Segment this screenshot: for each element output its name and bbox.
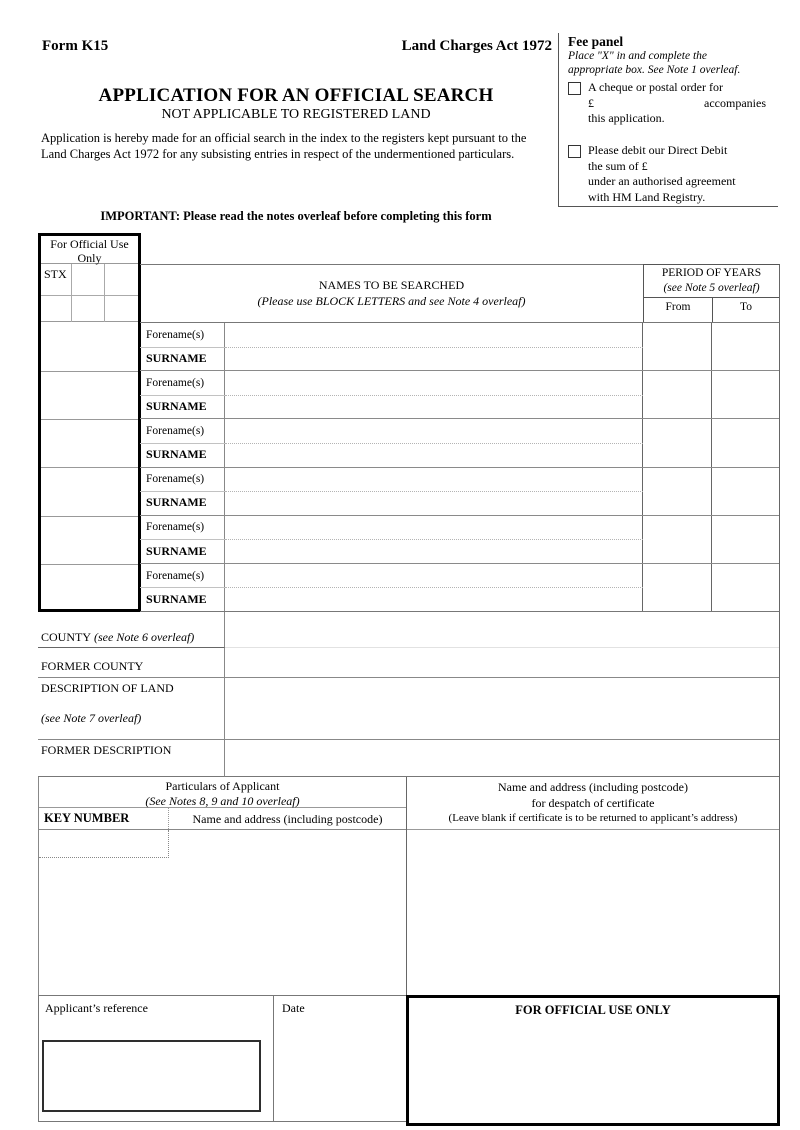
surname-label: SURNAME (146, 543, 207, 558)
stx-label: STX (41, 264, 72, 296)
despatch-address-input[interactable] (407, 830, 779, 994)
names-rows (140, 322, 780, 612)
fee-panel (558, 33, 778, 207)
divider (140, 491, 225, 492)
divider (140, 539, 225, 540)
surname-input[interactable] (225, 491, 642, 515)
to-column-header: To (740, 301, 752, 313)
forename-label: Forename(s) (146, 376, 205, 389)
act-title: Land Charges Act 1972 (401, 38, 552, 54)
land-section (38, 612, 780, 777)
for-official-use-only-box (406, 995, 780, 1126)
from-column-header: From (644, 298, 713, 322)
forename-input[interactable] (225, 564, 642, 588)
divider (140, 395, 225, 396)
period-note: (see Note 5 overleaf) (663, 281, 760, 294)
official-use-title: For Official Use Only (41, 236, 138, 264)
name-entry-row (140, 419, 779, 467)
date-cell (273, 995, 406, 1122)
period-from-input[interactable] (643, 564, 712, 611)
names-table-header (140, 264, 643, 322)
period-from-input[interactable] (643, 371, 712, 418)
applicant-name-address-input[interactable] (170, 831, 406, 995)
period-title: PERIOD OF YEARS (661, 267, 762, 279)
official-use-box (38, 233, 141, 612)
county-note: (see Note 6 overleaf) (94, 630, 195, 644)
key-number-input[interactable] (39, 830, 169, 858)
names-header-note: (Please use BLOCK LETTERS and see Note 4 overleaf) (257, 293, 526, 308)
former-county-input[interactable] (225, 648, 779, 678)
for-official-use-only-title: FOR OFFICIAL USE ONLY (515, 1003, 671, 1017)
forename-input[interactable] (225, 323, 642, 347)
description-note: (see Note 7 overleaf) (41, 711, 142, 725)
cheque-amount-line (588, 96, 766, 112)
cheque-option-line3: this application. (588, 111, 665, 126)
county-label: COUNTY (see Note 6 overleaf) (38, 612, 225, 648)
name-entry-row (140, 371, 779, 419)
former-description-input[interactable] (225, 740, 779, 777)
surname-input[interactable] (225, 395, 642, 419)
despatch-line2: for despatch of certificate (531, 795, 655, 810)
name-entry-row (140, 516, 779, 564)
surname-input[interactable] (225, 587, 642, 611)
divider (140, 587, 225, 588)
despatch-line1: Name and address (including postcode) (498, 780, 688, 794)
county-input[interactable] (225, 612, 779, 648)
surname-label: SURNAME (146, 591, 207, 606)
period-from-input[interactable] (643, 468, 712, 515)
debit-amount-field[interactable]: the sum of £ (588, 158, 648, 173)
forename-label: Forename(s) (146, 473, 205, 486)
description-of-land-label: DESCRIPTION OF LAND (see Note 7 overleaf) (38, 678, 225, 740)
surname-input[interactable] (225, 443, 642, 467)
direct-debit-option (568, 143, 778, 205)
bottom-strip (38, 995, 780, 1127)
debit-line1: Please debit our Direct Debit (588, 142, 728, 157)
applicant-name-address-label: Name and address (including postcode) (192, 812, 383, 826)
stx-grid (41, 264, 138, 322)
divider (41, 419, 138, 420)
stx-cell (105, 264, 138, 296)
stx-cell (72, 296, 105, 322)
divider (140, 347, 225, 348)
divider (41, 371, 138, 372)
divider (41, 516, 138, 517)
direct-debit-checkbox[interactable] (568, 145, 581, 158)
stx-cell (105, 296, 138, 322)
date-input[interactable] (274, 1016, 406, 1116)
forename-input[interactable] (225, 419, 642, 443)
names-header-title: NAMES TO BE SEARCHED (318, 278, 465, 292)
forename-input[interactable] (225, 371, 642, 395)
divider (225, 491, 643, 492)
name-entry-row (140, 323, 779, 371)
forename-label: Forename(s) (146, 328, 205, 341)
particulars-note: (See Notes 8, 9 and 10 overleaf) (145, 794, 300, 808)
description-of-land-input[interactable] (225, 678, 779, 740)
period-from-input[interactable] (643, 323, 712, 370)
surname-input[interactable] (225, 539, 642, 563)
period-to-input[interactable] (712, 371, 779, 418)
intro-paragraph: Application is hereby made for an official search in the index to the registers kept pursuant to the Land Charges Act 1972 for any subsisting entries in respect of the undermentioned particulars. (41, 131, 527, 161)
stx-cell (72, 264, 105, 296)
divider (225, 347, 643, 348)
period-to-input[interactable] (712, 323, 779, 370)
former-county-label: FORMER COUNTY (38, 648, 225, 678)
cheque-checkbox[interactable] (568, 82, 581, 95)
page-subtitle: NOT APPLICABLE TO REGISTERED LAND (161, 107, 431, 122)
name-entry-row (140, 468, 779, 516)
cheque-amount-field[interactable]: accompanies (704, 95, 766, 110)
period-to-input[interactable] (712, 419, 779, 466)
stx-cell (41, 296, 72, 322)
despatch-line3: (Leave blank if certificate is to be returned to applicant’s address) (448, 812, 738, 825)
surname-input[interactable] (225, 347, 642, 371)
fee-panel-title: Fee panel (568, 34, 624, 49)
page-title: APPLICATION FOR AN OFFICIAL SEARCH (98, 85, 494, 106)
name-entry-row (140, 564, 779, 611)
divider (140, 443, 225, 444)
forename-input[interactable] (225, 516, 642, 540)
period-to-input[interactable] (712, 564, 779, 611)
fee-panel-instruction: Place "X" in and complete the appropriate box. See Note 1 overleaf. (568, 50, 741, 76)
cheque-option (568, 80, 778, 127)
forename-label: Forename(s) (146, 569, 205, 582)
period-from-input[interactable] (643, 516, 712, 563)
divider (225, 443, 643, 444)
period-from-input[interactable] (643, 419, 712, 466)
period-to-input[interactable] (712, 516, 779, 563)
surname-label: SURNAME (146, 495, 207, 510)
period-to-input[interactable] (712, 468, 779, 515)
applicant-section (38, 777, 780, 995)
cheque-option-line1: A cheque or postal order for (588, 80, 723, 95)
divider (225, 587, 643, 588)
particulars-title: Particulars of Applicant (165, 779, 280, 793)
surname-label: SURNAME (146, 350, 207, 365)
debit-line4: with HM Land Registry. (588, 189, 706, 204)
divider (41, 467, 138, 468)
applicant-reference-input[interactable] (42, 1040, 261, 1112)
divider (225, 395, 643, 396)
currency-symbol: £ (588, 95, 594, 110)
forename-label: Forename(s) (146, 521, 205, 534)
surname-label: SURNAME (146, 399, 207, 414)
forename-input[interactable] (225, 468, 642, 492)
forename-label: Forename(s) (146, 425, 205, 438)
period-of-years-header (643, 264, 780, 322)
surname-label: SURNAME (146, 447, 207, 462)
divider (225, 539, 643, 540)
divider (41, 564, 138, 565)
form-code: Form K15 (42, 38, 109, 54)
important-note: IMPORTANT: Please read the notes overleaf before completing this form (100, 209, 492, 223)
date-label: Date (282, 1001, 305, 1015)
debit-line3: under an authorised agreement (588, 174, 736, 189)
key-number-label: KEY NUMBER (39, 808, 169, 829)
former-description-label: FORMER DESCRIPTION (38, 740, 225, 777)
applicant-reference-cell (38, 995, 273, 1122)
applicant-reference-label: Applicant’s reference (45, 1001, 148, 1015)
